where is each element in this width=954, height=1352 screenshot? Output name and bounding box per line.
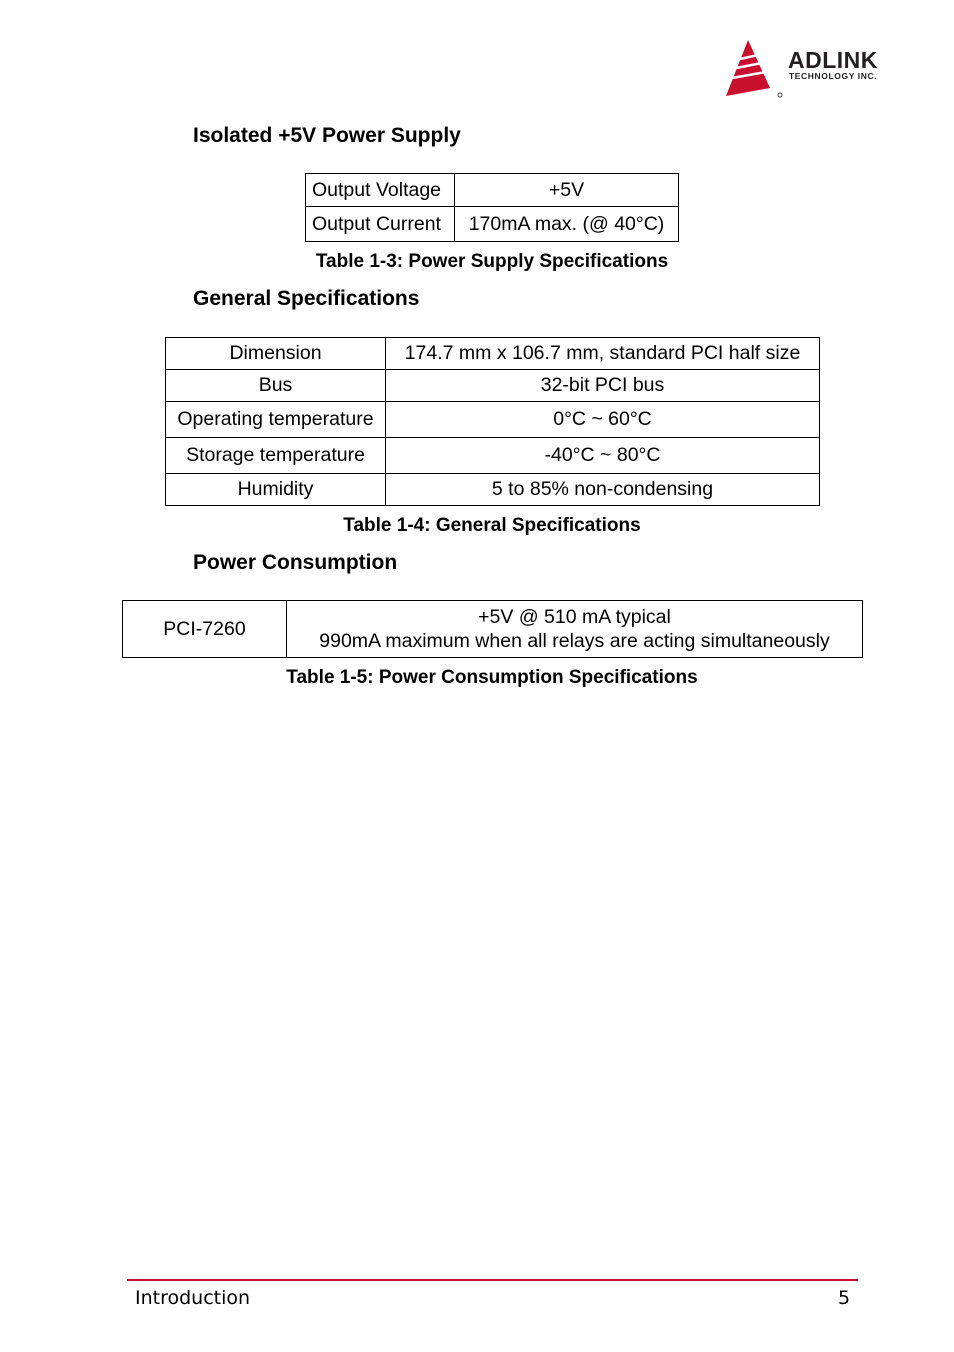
section-title-power-consumption: Power Consumption <box>193 551 398 574</box>
table-cell-label: Operating temperature <box>166 402 386 438</box>
maximum-consumption: 990mA maximum when all relays are acting simultaneously <box>319 630 830 652</box>
table-cell-value: 0°C ~ 60°C <box>386 402 820 438</box>
table-cell-label: Humidity <box>166 474 386 506</box>
power-supply-table <box>305 173 679 242</box>
table-caption: Table 1-4: General Specifications <box>343 515 641 536</box>
table-cell-label: Output Current <box>306 207 455 242</box>
general-specs-table <box>165 337 820 506</box>
power-consumption-table <box>122 600 863 658</box>
table-cell-value: +5V <box>455 174 679 207</box>
table-row <box>166 474 820 506</box>
table-row <box>306 207 679 242</box>
table-row <box>123 601 863 658</box>
table-cell-label: Bus <box>166 370 386 402</box>
table-cell-value: 174.7 mm x 106.7 mm, standard PCI half size <box>386 338 820 370</box>
table-cell-value <box>287 601 863 658</box>
table-cell-value: 5 to 85% non-condensing <box>386 474 820 506</box>
section-title-general: General Specifications <box>193 287 420 310</box>
typical-consumption: +5V @ 510 mA typical <box>478 605 671 628</box>
table-cell-value: 32-bit PCI bus <box>386 370 820 402</box>
table-caption: Table 1-3: Power Supply Specifications <box>315 251 669 272</box>
table-cell-label: Dimension <box>166 338 386 370</box>
table-cell-label: Storage temperature <box>166 438 386 474</box>
table-cell-value: 170mA max. (@ 40°C) <box>455 207 679 242</box>
table-row <box>166 338 820 370</box>
table-row <box>166 370 820 402</box>
section-title-isolated-power: Isolated +5V Power Supply <box>193 124 461 147</box>
footer-section-name: Introduction <box>135 1287 251 1309</box>
table-row <box>306 174 679 207</box>
page-number: 5 <box>838 1287 851 1309</box>
table-cell-value: -40°C ~ 80°C <box>386 438 820 474</box>
table-row <box>166 438 820 474</box>
footer-divider <box>127 1279 858 1281</box>
logo-tagline: TECHNOLOGY INC. <box>789 71 878 81</box>
logo-wordmark: ADLINK <box>788 47 878 73</box>
table-caption: Table 1-5: Power Consumption Specifications <box>286 667 698 688</box>
table-row <box>166 402 820 438</box>
adlink-triangle-icon <box>722 38 784 100</box>
table-cell-label: Output Voltage <box>306 174 455 207</box>
adlink-logo <box>722 38 912 100</box>
table-cell-label: PCI-7260 <box>123 601 287 658</box>
